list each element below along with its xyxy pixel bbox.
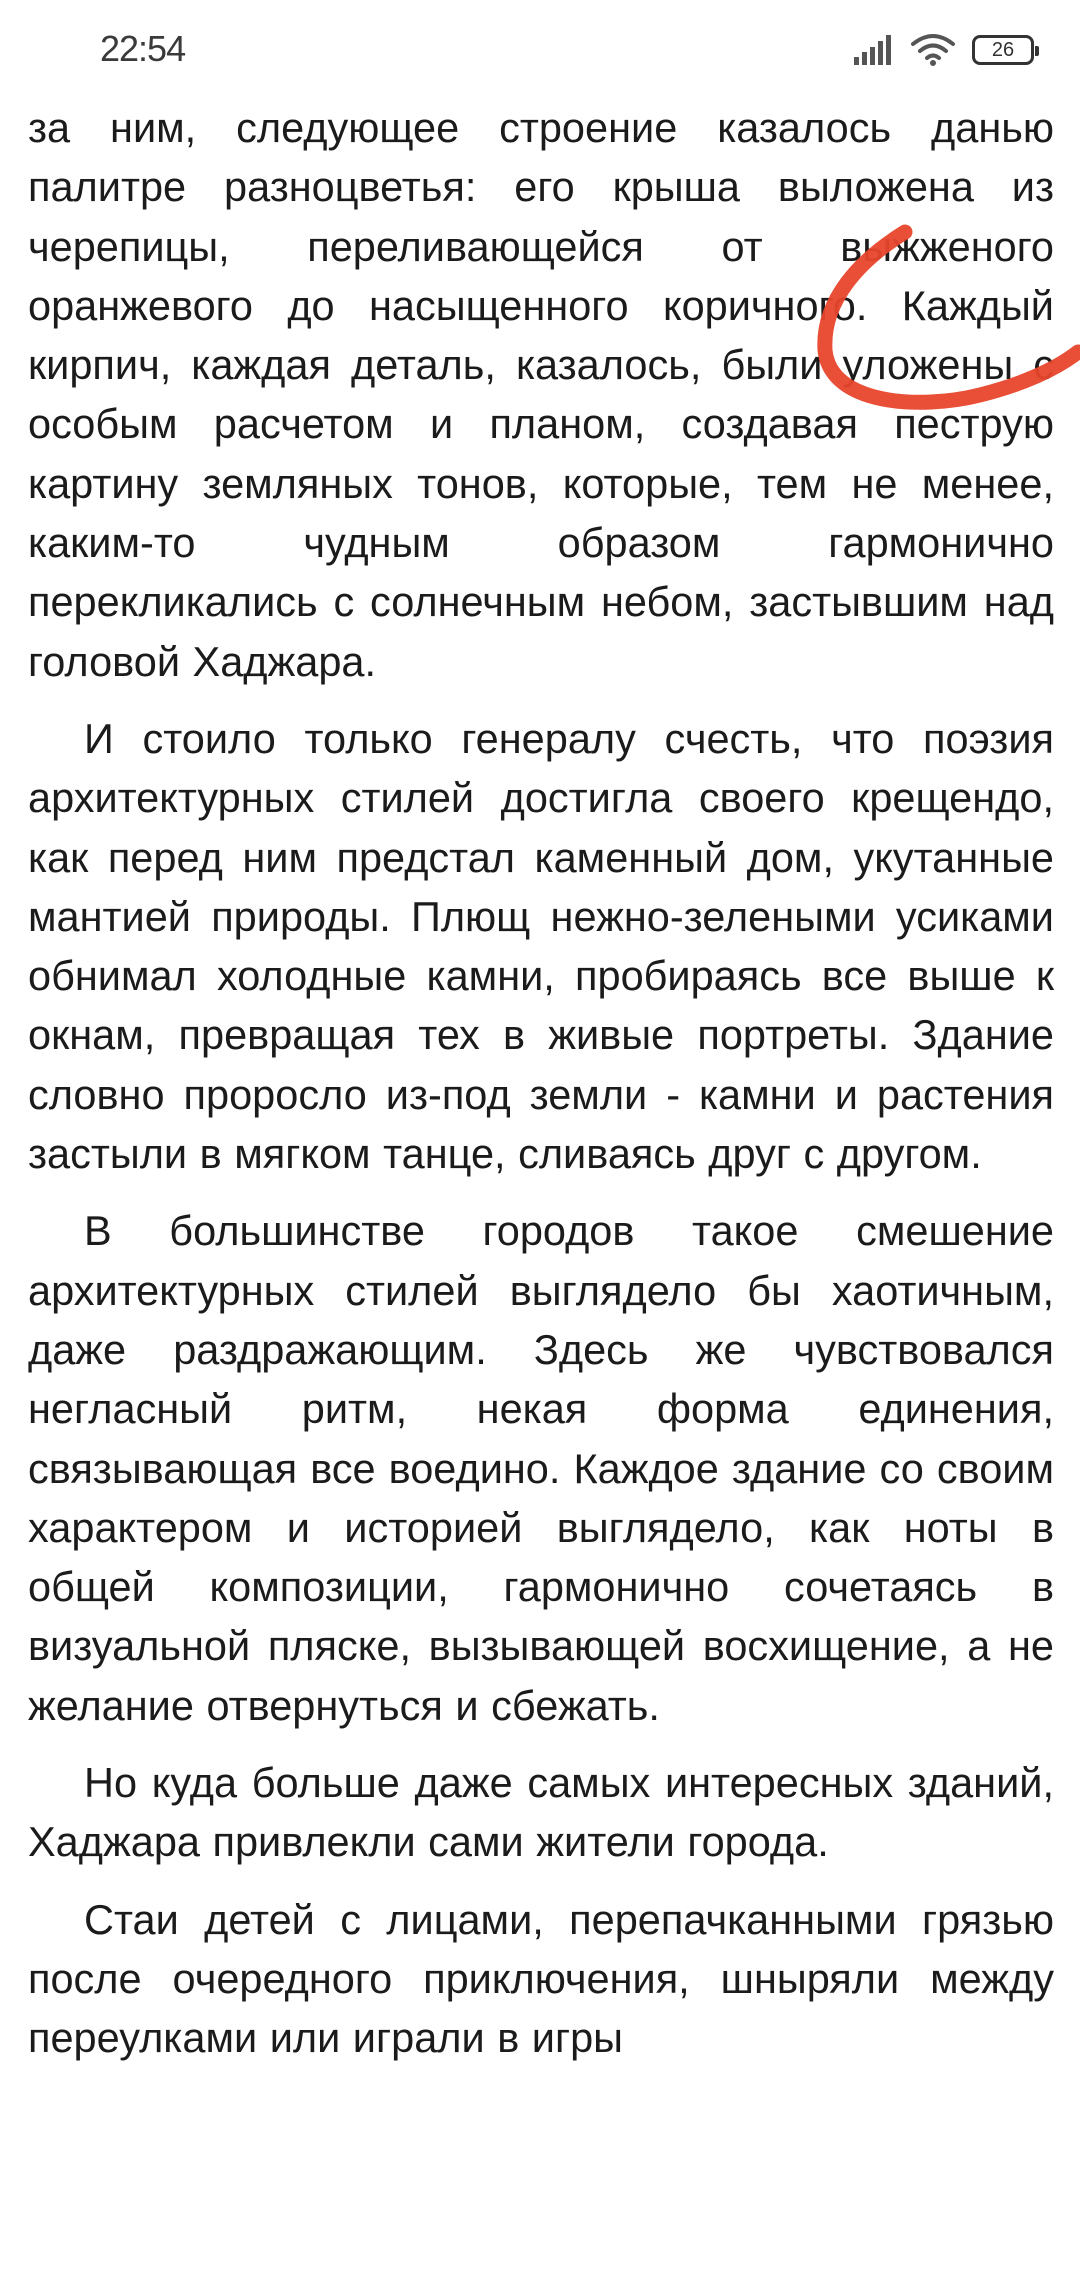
reader-text[interactable] [28,98,1054,2086]
paragraph: И стоило только генералу счесть, что поэзия архитектурных стилей достигла своего крещендо, как перед ним предстал каменный дом, укутанные мантией природы. Плющ нежно-зелеными усиками обнимал холодные камни, пробираясь все выше к окнам, превращая тех в живые портреты. Здание словно проросло из-под земли - камни и растения застыли в мягком танце, сливаясь друг с другом. [28,714,1054,1178]
signal-icon [854,35,894,65]
battery-icon [972,35,1034,65]
paragraph: Но куда больше даже самых интересных зданий, Хаджара привлекли сами жители города. [28,1759,1054,1866]
battery-level: 26 [991,38,1015,61]
status-bar [0,0,1080,96]
paragraph: Стаи детей с лицами, перепачканными грязью после очередного приключения, шныряли между переулками или играли в игры [28,1895,1054,2062]
paragraph: за ним, следующее строение казалось данью палитре разноцветья: его крыша выложена из черепицы, переливающейся от выжженого оранжевого до насыщенного коричного. Каждый кирпич, каждая деталь, казалось, были уложены с особым расчетом и планом, создавая пеструю картину земляных тонов, которые, тем не менее, каким-то чудным образом гармонично перекликались с солнечным небом, застывшим над головой Хаджара. [28,104,1054,685]
status-time: 22:54 [100,28,186,69]
paragraph: В большинстве городов такое смешение архитектурных стилей выглядело бы хаотичным, даже раздражающим. Здесь же чувствовался негласный ритм, некая форма единения, связывающая все воедино. Каждое здание со своим характером и историей выглядело, как ноты в общей композиции, гармонично сочетаясь в визуальной пляске, вызывающей восхищение, а не желание отвернуться и сбежать. [28,1207,1054,1729]
wifi-icon [910,33,956,67]
status-icons [854,30,1034,70]
